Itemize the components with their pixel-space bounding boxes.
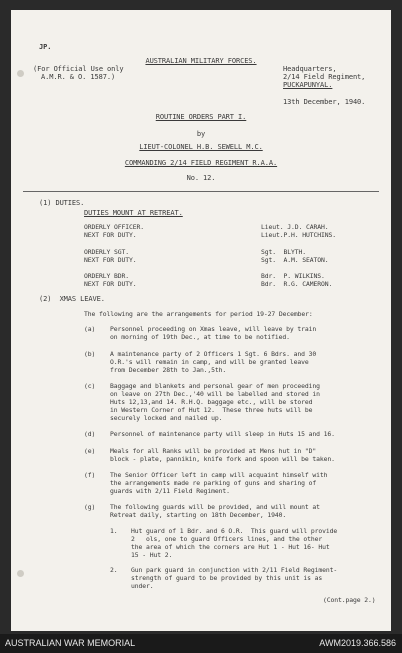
duties-subheading: DUTIES MOUNT AT RETREAT. (84, 209, 183, 217)
item-line: Retreat daily, starting on 18th December, 1940. (110, 511, 287, 519)
duty-name: Bdr. R.G. CAMERON. (261, 280, 333, 288)
punch-hole (17, 70, 24, 77)
orders-title: ROUTINE ORDERS PART I. (155, 113, 247, 121)
hq-line-2: 2/14 Field Regiment, (283, 73, 366, 81)
duties-heading: (1) DUTIES. (39, 199, 85, 207)
official-use-line-2: A.M.R. & O. 1587.) (41, 73, 116, 81)
item-line: block - plate, pannikin, knife fork and spoon will be taken. (110, 455, 335, 463)
document-page (11, 10, 391, 631)
subitem-line: 15 - Hut 2. (131, 551, 173, 559)
subitem-line: Hut guard of 1 Bdr. and 6 O.R. This guard will provide (131, 527, 338, 535)
hq-line-3: PUCKAPUNYAL. (283, 81, 333, 89)
item-line: on leave on 27th Dec.,'40 will be labelled and stored in (110, 390, 320, 398)
item-line: securely locked and nailed up. (110, 414, 223, 422)
item-marker: (d) (84, 430, 96, 438)
orders-officer: LIEUT-COLONEL H.B. SEWELL M.C. (139, 143, 263, 151)
subitem-line: 2 ols, one to guard Officers lines, and the other (131, 535, 323, 543)
item-marker: (c) (84, 382, 96, 390)
item-marker: (e) (84, 447, 96, 455)
subitem-line: the area of which the corners are Hut 1 - Hut 16- Hut (131, 543, 330, 551)
item-line: A maintenance party of 2 Officers 1 Sgt. 6 Bdrs. and 30 (110, 350, 317, 358)
section-divider (23, 191, 379, 192)
subitem-line: strength of guard to be provided by this unit is as (131, 574, 323, 582)
item-line: The following guards will be provided, and will mount at (110, 503, 320, 511)
item-line: guards with 2/11 Field Regiment. (110, 487, 230, 495)
item-line: on morning of 19th Dec., at time to be notified. (110, 333, 290, 341)
duty-label: NEXT FOR DUTY. (84, 256, 137, 264)
archive-footer (0, 634, 402, 653)
duty-name: Bdr. P. WILKINS. (261, 272, 325, 280)
item-line: the arrangements made re parking of guns and sharing of (110, 479, 317, 487)
leave-heading: (2) XMAS LEAVE. (39, 295, 105, 303)
duty-label: NEXT FOR DUTY. (84, 231, 137, 239)
subitem-line: Gun park guard in conjunction with 2/11 Field Regiment- (131, 566, 338, 574)
subitem-marker: 2. (110, 566, 118, 574)
archive-name: AUSTRALIAN WAR MEMORIAL (5, 638, 136, 648)
file-mark: JP. (39, 43, 52, 51)
duty-name: Sgt. A.M. SEATON. (261, 256, 329, 264)
hq-line-1: Headquarters, (283, 65, 337, 73)
orders-by: by (196, 130, 206, 138)
item-line: O.R.'s will remain in camp, and will be granted leave (110, 358, 309, 366)
duty-label: ORDERLY SGT. (84, 248, 129, 256)
item-marker: (f) (84, 471, 96, 479)
duty-label: ORDERLY BDR. (84, 272, 129, 280)
item-line: Personnel proceeding on Xmas leave, will leave by train (110, 325, 317, 333)
item-line: Baggage and blankets and personal gear of men proceeding (110, 382, 320, 390)
subitem-line: under. (131, 582, 154, 590)
item-line: Huts 12,13,and 14. R.H.Q. baggage etc., will be stored (110, 398, 313, 406)
item-marker: (a) (84, 325, 96, 333)
item-line: Personnel of maintenance party will sleep in Huts 15 and 16. (110, 430, 335, 438)
document-date: 13th December, 1940. (283, 98, 366, 106)
leave-intro: The following are the arrangements for period 19-27 December: (84, 310, 313, 318)
orders-number: No. 12. (186, 174, 216, 182)
archive-reference: AWM2019.366.586 (319, 638, 396, 648)
item-marker: (b) (84, 350, 96, 358)
item-line: from December 28th to Jan.,5th. (110, 366, 227, 374)
duty-name: Sgt. BLYTH. (261, 248, 306, 256)
subitem-marker: 1. (110, 527, 118, 535)
duty-label: NEXT FOR DUTY. (84, 280, 137, 288)
item-line: The Senior Officer left in camp will acquaint himself with (110, 471, 328, 479)
item-marker: (g) (84, 503, 96, 511)
item-line: Meals for all Ranks will be provided at Mens hut in "D" (110, 447, 317, 455)
duty-name: Lieut.P.H. HUTCHINS. (261, 231, 336, 239)
orders-command: COMMANDING 2/14 FIELD REGIMENT R.A.A. (124, 159, 278, 167)
official-use-line-1: (For Official Use only (33, 65, 124, 73)
forces-title: AUSTRALIAN MILITARY FORCES. (145, 57, 257, 65)
punch-hole (17, 570, 24, 577)
continued-note: (Cont.page 2.) (323, 596, 376, 604)
duty-name: Lieut. J.D. CARAH. (261, 223, 329, 231)
duty-label: ORDERLY OFFICER. (84, 223, 144, 231)
item-line: in Western Corner of Hut 12. These three huts will be (110, 406, 313, 414)
